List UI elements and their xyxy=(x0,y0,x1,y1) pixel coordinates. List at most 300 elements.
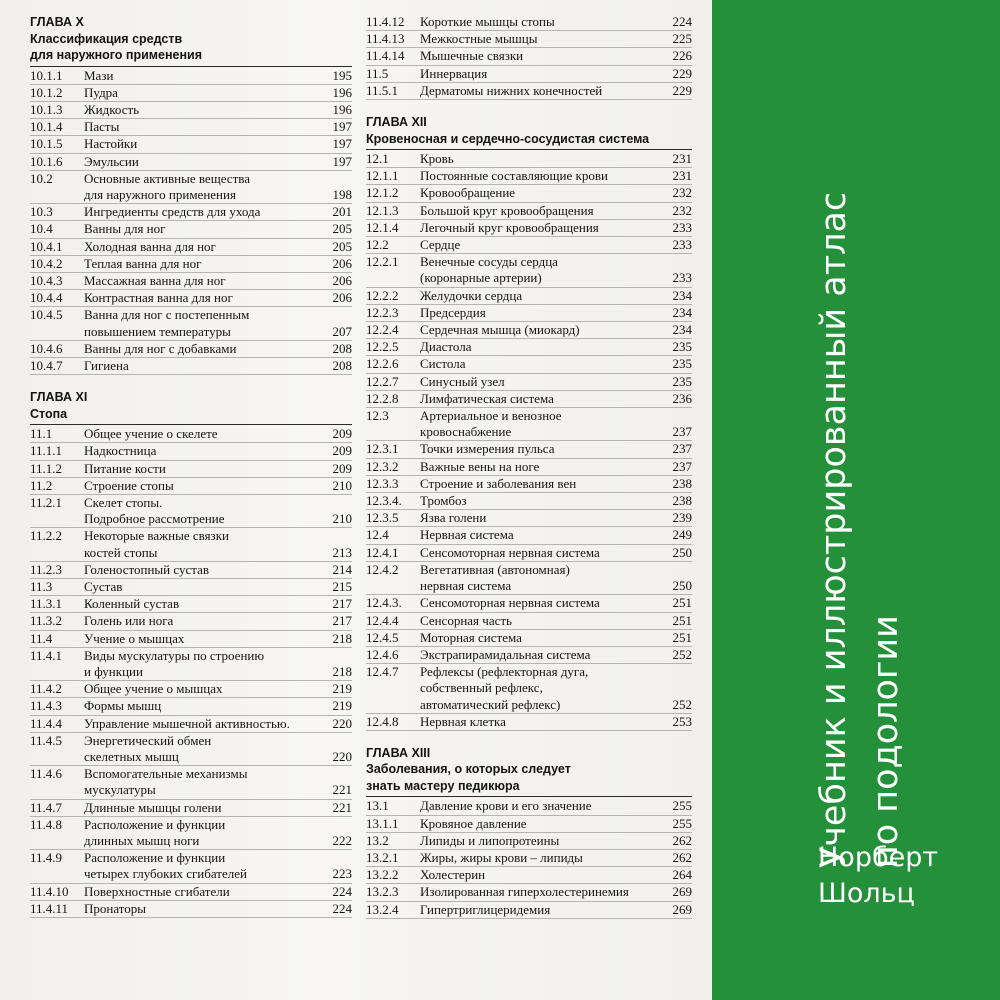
section-title-line: Мышечные связки xyxy=(420,48,524,64)
toc-entry xyxy=(30,154,352,171)
toc-entry xyxy=(366,884,692,901)
chapter-label: ГЛАВА X xyxy=(30,15,84,29)
section-title xyxy=(84,136,324,152)
page-number: 219 xyxy=(332,681,352,697)
section-title-line: Венечные сосуды сердца xyxy=(420,254,558,270)
cover-title xyxy=(808,192,912,868)
toc-entry-row xyxy=(30,648,352,680)
toc-entry xyxy=(30,716,352,733)
section-number: 11.1.2 xyxy=(30,460,63,476)
section-title-line: для наружного применения xyxy=(84,186,236,202)
section-title xyxy=(84,119,324,135)
page-number: 229 xyxy=(672,65,692,81)
toc-entry-row xyxy=(30,154,352,170)
page-number: 238 xyxy=(672,493,692,509)
section-title-line: Ингредиенты средств для ухода xyxy=(84,204,261,220)
toc-entry-row xyxy=(30,102,352,118)
toc-entry xyxy=(30,528,352,561)
page-number: 255 xyxy=(672,798,692,814)
section-title-line: Кровяное давление xyxy=(420,815,527,831)
toc-entry xyxy=(366,66,692,83)
toc-entry-row xyxy=(366,168,692,184)
page-number: 226 xyxy=(672,48,692,64)
page-number: 218 xyxy=(332,664,352,679)
section-title-line: Голень или нога xyxy=(84,613,174,629)
section-title-line: Лимфатическая система xyxy=(420,390,554,406)
toc-entry xyxy=(30,631,352,648)
section-title xyxy=(84,273,324,289)
section-number: 12.3 xyxy=(366,408,389,424)
toc-entry-row xyxy=(366,884,692,900)
section-title-line: Ванны для ног xyxy=(84,221,166,237)
section-number: 11.4.14 xyxy=(366,48,405,64)
section-number: 12.4.4 xyxy=(366,612,399,628)
toc-entry xyxy=(30,850,352,883)
section-title-line: собственный рефлекс, xyxy=(420,680,543,696)
toc-entry xyxy=(30,85,352,102)
section-title xyxy=(420,867,664,883)
toc-entry-row xyxy=(366,714,692,730)
page-number: 221 xyxy=(332,782,352,798)
section-number: 13.2.4 xyxy=(366,901,399,917)
section-number: 12.2.1 xyxy=(366,254,399,270)
page-number: 252 xyxy=(672,646,692,662)
page-number: 233 xyxy=(672,219,692,235)
toc-entry xyxy=(366,408,692,441)
toc-entry-row xyxy=(366,408,692,440)
section-title-line: Питание кости xyxy=(84,460,166,476)
section-title-line: Тромбоз xyxy=(420,493,467,509)
section-title-line: Кровообращение xyxy=(420,185,516,201)
toc-entry-row xyxy=(366,151,692,167)
toc-entry xyxy=(30,221,352,238)
section-title-line: длинных мышц ноги xyxy=(84,833,200,849)
section-title xyxy=(420,884,664,900)
toc-entry-row xyxy=(366,339,692,355)
section-number: 12.3.1 xyxy=(366,441,399,457)
section-number: 13.2.2 xyxy=(366,867,399,883)
toc-entry-row xyxy=(30,733,352,765)
section-title-line: Экстрапирамидальная система xyxy=(420,646,591,662)
toc-entry xyxy=(366,647,692,664)
section-number: 11.4.10 xyxy=(30,883,69,899)
section-number: 12.4.2 xyxy=(366,561,399,577)
toc-entry-row xyxy=(30,766,352,798)
page-number: 195 xyxy=(332,67,352,83)
section-number: 12.3.2 xyxy=(366,458,399,474)
page-number: 235 xyxy=(672,339,692,355)
section-title-line: Ванна для ног с постепенным xyxy=(84,307,250,323)
section-title-line: Нервная клетка xyxy=(420,713,506,729)
section-number: 11.4.3 xyxy=(30,698,63,714)
page-number: 201 xyxy=(332,204,352,220)
toc-entry xyxy=(366,630,692,647)
section-title-line: Диастола xyxy=(420,339,472,355)
section-title xyxy=(84,358,324,374)
section-number: 12.2.2 xyxy=(366,287,399,303)
toc-entry xyxy=(366,441,692,458)
section-number: 12.1.4 xyxy=(366,219,399,235)
page-number: 221 xyxy=(332,799,352,815)
toc-entry-row xyxy=(366,391,692,407)
section-title-line: Строение стопы xyxy=(84,477,174,493)
chapter-title xyxy=(366,131,692,148)
toc-entry-row xyxy=(366,902,692,918)
page-number: 208 xyxy=(332,340,352,356)
section-number: 12.2.7 xyxy=(366,373,399,389)
section-title xyxy=(84,341,324,357)
toc-entry xyxy=(30,358,352,375)
section-title-line: Теплая ванна для ног xyxy=(84,255,202,271)
section-number: 10.3 xyxy=(30,204,53,220)
chapter-title xyxy=(366,761,692,794)
page-number: 251 xyxy=(672,612,692,628)
page-number: 262 xyxy=(672,832,692,848)
section-title-line: Липиды и липопротеины xyxy=(420,832,560,848)
toc-entry-row xyxy=(366,220,692,236)
toc-entry xyxy=(366,203,692,220)
section-number: 11.4.7 xyxy=(30,799,63,815)
section-title-line: Давление крови и его значение xyxy=(420,798,592,814)
toc-entry xyxy=(30,341,352,358)
toc-entry-row xyxy=(30,800,352,816)
section-number: 12.2.3 xyxy=(366,304,399,320)
toc-entry xyxy=(30,256,352,273)
section-title xyxy=(84,800,324,816)
section-title xyxy=(420,613,664,629)
section-title-line: Пасты xyxy=(84,119,120,135)
toc-entry-row xyxy=(366,322,692,338)
toc-entry xyxy=(30,800,352,817)
section-title-line: Поверхностные сгибатели xyxy=(84,883,230,899)
page-number: 262 xyxy=(672,850,692,866)
section-title-line: Вспомогательные механизмы xyxy=(84,766,248,782)
section-title-line: Пронаторы xyxy=(84,900,147,916)
section-title-line: Формы мышц xyxy=(84,698,162,714)
section-title xyxy=(84,579,324,595)
page-number: 224 xyxy=(672,14,692,29)
section-title xyxy=(84,562,324,578)
section-number: 11.4.5 xyxy=(30,732,63,748)
toc-entry-row xyxy=(366,83,692,99)
section-number: 12.4.7 xyxy=(366,664,399,680)
section-title-line: Холодная ванна для ног xyxy=(84,238,216,254)
toc-entry xyxy=(30,443,352,460)
page-number: 231 xyxy=(672,168,692,184)
author-first-name: Норберт xyxy=(818,842,939,873)
toc-entry-row xyxy=(30,884,352,900)
section-title xyxy=(420,664,664,713)
section-title-line: Кровь xyxy=(420,151,454,167)
page-number: 234 xyxy=(672,304,692,320)
toc-entry-row xyxy=(30,119,352,135)
chapter-rule xyxy=(30,424,352,425)
section-number: 12.4.5 xyxy=(366,629,399,645)
section-number: 12.1 xyxy=(366,151,389,167)
page-number: 234 xyxy=(672,322,692,338)
toc-entry xyxy=(366,867,692,884)
toc-entry xyxy=(366,510,692,527)
section-title xyxy=(84,256,324,272)
page-number: 208 xyxy=(332,357,352,373)
section-title xyxy=(84,698,324,714)
chapter-title-line: Классификация средств xyxy=(30,31,183,46)
toc-entry xyxy=(366,527,692,544)
section-title xyxy=(84,631,324,647)
toc-entry xyxy=(366,237,692,254)
section-number: 11.4.12 xyxy=(366,14,405,29)
page-number: 255 xyxy=(672,815,692,831)
toc-entry xyxy=(366,339,692,356)
section-title xyxy=(420,647,664,663)
section-number: 13.2.3 xyxy=(366,884,399,900)
toc-entry-row xyxy=(366,867,692,883)
toc-entry xyxy=(366,288,692,305)
toc-entry-row xyxy=(366,31,692,47)
section-title-line: Массажная ванна для ног xyxy=(84,272,226,288)
toc-entry-row xyxy=(30,562,352,578)
section-number: 13.1.1 xyxy=(366,815,399,831)
section-title xyxy=(84,85,324,101)
section-number: 10.1.6 xyxy=(30,153,63,169)
section-title-line: Синусный узел xyxy=(420,373,505,389)
page-number: 269 xyxy=(672,884,692,900)
section-title xyxy=(420,14,664,30)
toc-entry-row xyxy=(30,850,352,882)
toc-entry-row xyxy=(366,493,692,509)
toc-entry xyxy=(30,562,352,579)
section-title-line: Энергетический обмен xyxy=(84,732,212,748)
page-number: 224 xyxy=(332,883,352,899)
toc-entry xyxy=(366,562,692,595)
page-number: 236 xyxy=(672,390,692,406)
page-number: 214 xyxy=(332,561,352,577)
section-number: 12.4 xyxy=(366,527,389,543)
section-title-line: кровоснабжение xyxy=(420,424,512,440)
page-number: 249 xyxy=(672,527,692,543)
toc-entry xyxy=(30,733,352,766)
toc-entry xyxy=(366,664,692,714)
section-title-line: Сенсомоторная нервная система xyxy=(420,544,600,560)
toc-entry-row xyxy=(30,613,352,629)
section-number: 11.4.13 xyxy=(366,31,405,47)
section-number: 12.2.8 xyxy=(366,390,399,406)
section-title xyxy=(420,66,664,82)
section-title-line: Длинные мышцы голени xyxy=(84,799,222,815)
page-number: 219 xyxy=(332,698,352,714)
page-number: 220 xyxy=(332,749,352,765)
section-number: 11.2 xyxy=(30,477,53,493)
toc-entry xyxy=(366,476,692,493)
toc-entry xyxy=(30,239,352,256)
toc-entry xyxy=(30,613,352,630)
toc-entry-row xyxy=(366,664,692,713)
toc-entry xyxy=(30,681,352,698)
section-number: 10.4.4 xyxy=(30,290,63,306)
section-title xyxy=(420,527,664,543)
section-title-line: Основные активные вещества xyxy=(84,170,250,186)
toc-entry xyxy=(366,14,692,31)
section-number: 11.4.8 xyxy=(30,816,63,832)
chapter-label: ГЛАВА XII xyxy=(366,115,427,130)
page-number: 269 xyxy=(672,901,692,917)
cover-title-line-2: по подологии xyxy=(866,615,906,869)
toc-entry-row xyxy=(366,374,692,390)
toc-entry-row xyxy=(366,14,692,30)
section-number: 12.3.3 xyxy=(366,475,399,491)
section-title xyxy=(84,648,324,680)
page-number: 225 xyxy=(672,31,692,47)
toc-entry xyxy=(366,356,692,373)
page-number: 222 xyxy=(332,833,352,849)
page-number: 206 xyxy=(332,255,352,271)
section-title xyxy=(420,545,664,561)
section-title xyxy=(420,630,664,646)
page-number: 197 xyxy=(332,153,352,169)
section-title-line: Изолированная гиперхолестеринемия xyxy=(420,884,629,900)
toc-entry xyxy=(366,31,692,48)
section-number: 11.3.1 xyxy=(30,596,63,612)
toc-entry xyxy=(30,766,352,799)
page-number: 196 xyxy=(332,101,352,117)
section-number: 10.1.3 xyxy=(30,101,63,117)
section-title-line: костей стопы xyxy=(84,544,158,560)
section-title xyxy=(420,322,664,338)
page-number: 217 xyxy=(332,613,352,629)
toc-entry xyxy=(366,322,692,339)
page-number: 197 xyxy=(332,119,352,135)
toc-entry xyxy=(30,461,352,478)
toc-entry xyxy=(366,902,692,919)
author-last-name: Шольц xyxy=(818,878,915,909)
toc-entry-row xyxy=(30,495,352,527)
chapter-rule xyxy=(30,66,352,67)
section-title-line: Ванны для ног с добавками xyxy=(84,340,237,356)
section-title-line: Важные вены на ноге xyxy=(420,458,540,474)
section-number: 11.2.1 xyxy=(30,494,63,510)
toc-entry xyxy=(366,305,692,322)
toc-entry-row xyxy=(30,358,352,374)
section-title xyxy=(420,237,664,253)
section-title xyxy=(84,716,324,732)
section-title-line: (коронарные артерии) xyxy=(420,270,542,286)
page-number: 250 xyxy=(672,578,692,594)
section-title-line: Мази xyxy=(84,67,114,83)
toc-entry-row xyxy=(366,527,692,543)
toc-entry-row xyxy=(366,237,692,253)
cover-author xyxy=(818,840,938,912)
section-title xyxy=(420,476,664,492)
section-number: 12.2.5 xyxy=(366,339,399,355)
toc-entry-row xyxy=(366,185,692,201)
toc-entry-row xyxy=(30,290,352,306)
section-number: 10.4.6 xyxy=(30,340,63,356)
page-number: 198 xyxy=(332,186,352,202)
section-title-line: Настойки xyxy=(84,136,138,152)
section-title xyxy=(84,478,324,494)
section-title xyxy=(84,850,324,882)
page-number: 239 xyxy=(672,510,692,526)
chapter-title-line: Кровеносная и сердечно-сосудистая система xyxy=(366,131,650,146)
section-title-line: Голеностопный сустав xyxy=(84,561,209,577)
toc-entry-row xyxy=(30,273,352,289)
section-title-line: Легочный круг кровообращения xyxy=(420,219,599,235)
section-title-line: Предсердия xyxy=(420,304,486,320)
section-title-line: Общее учение о скелете xyxy=(84,426,218,442)
toc-entry xyxy=(30,68,352,85)
section-number: 12.2.4 xyxy=(366,322,399,338)
section-number: 11.1 xyxy=(30,426,53,442)
section-title-line: Дерматомы нижних конечностей xyxy=(420,82,603,98)
section-title-line: Большой круг кровообращения xyxy=(420,202,594,218)
section-number: 11.4.2 xyxy=(30,681,63,697)
section-title xyxy=(84,766,324,798)
toc-entry xyxy=(366,595,692,612)
section-title xyxy=(420,339,664,355)
section-title-line: Жидкость xyxy=(84,101,140,117)
section-title xyxy=(420,168,664,184)
toc-entry-row xyxy=(366,562,692,594)
section-title xyxy=(84,596,324,612)
toc-entry xyxy=(366,798,692,815)
section-title-line: четырех глубоких сгибателей xyxy=(84,866,247,882)
section-number: 11.2.3 xyxy=(30,561,63,577)
toc-entry-row xyxy=(366,66,692,82)
toc-entry xyxy=(30,136,352,153)
section-title xyxy=(84,102,324,118)
section-title-line: Моторная система xyxy=(420,629,522,645)
toc-entry-row xyxy=(366,305,692,321)
toc-entry-row xyxy=(30,136,352,152)
page-number: 234 xyxy=(672,287,692,303)
chapter-title-line: Заболевания, о которых следует xyxy=(366,762,571,777)
section-title xyxy=(420,408,664,440)
section-title xyxy=(84,901,324,917)
page-number: 232 xyxy=(672,185,692,201)
section-number: 10.1.1 xyxy=(30,67,63,83)
section-number: 11.4.1 xyxy=(30,647,63,663)
toc-entry-row xyxy=(366,288,692,304)
section-title xyxy=(420,356,664,372)
section-title-line: Коленный сустав xyxy=(84,596,180,612)
page-number: 237 xyxy=(672,458,692,474)
section-title xyxy=(420,254,664,286)
toc-entry xyxy=(366,493,692,510)
toc-entry-row xyxy=(30,596,352,612)
section-title-line: Подробное рассмотрение xyxy=(84,511,225,527)
toc-entry xyxy=(366,459,692,476)
section-number: 11.3.2 xyxy=(30,613,63,629)
section-number: 12.4.6 xyxy=(366,646,399,662)
section-title-line: повышением температуры xyxy=(84,323,231,339)
toc-entry xyxy=(366,391,692,408)
toc-entry xyxy=(366,83,692,100)
page-number: 251 xyxy=(672,595,692,611)
section-title-line: скелетных мышц xyxy=(84,749,179,765)
toc-entry xyxy=(30,596,352,613)
section-title xyxy=(420,374,664,390)
page-number: 210 xyxy=(332,511,352,527)
section-number: 13.2.1 xyxy=(366,850,399,866)
toc-entry xyxy=(30,648,352,681)
toc-entry-row xyxy=(366,459,692,475)
chapter-title xyxy=(30,31,352,64)
section-title-line: Систола xyxy=(420,356,466,372)
section-number: 10.4 xyxy=(30,221,53,237)
page-number: 196 xyxy=(332,84,352,100)
section-title xyxy=(420,833,664,849)
page-number: 209 xyxy=(332,443,352,459)
